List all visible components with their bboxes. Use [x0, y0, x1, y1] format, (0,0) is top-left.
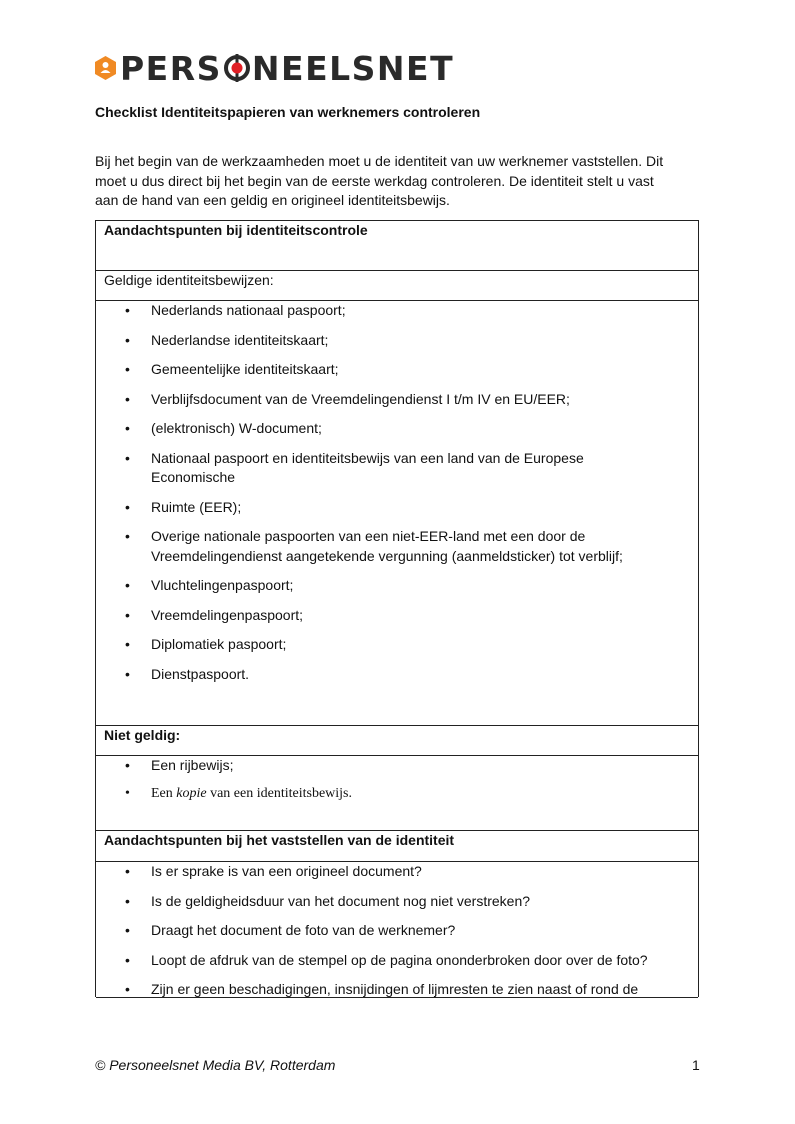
intro-paragraph — [95, 152, 705, 211]
list-item: • Is er sprake is van een origineel document? — [96, 862, 698, 882]
list-item-line: • Overige nationale paspoorten van een niet-EER-land met een door de — [151, 528, 586, 544]
checklist-table — [95, 220, 699, 997]
logo-wordmark — [120, 48, 455, 88]
list-item-line: Vreemdelingendienst aangetekende vergunning (aanmeldsticker) tot verblijf; — [151, 547, 623, 564]
table-header-identity-check: Aandachtspunten bij identiteitscontrole — [96, 221, 698, 271]
list-item-text: van een identiteitsbewijs. — [210, 785, 353, 801]
list-item: • Zijn er geen beschadigingen, insnijdingen of lijmresten te zien naast of rond de — [96, 980, 698, 1000]
list-item: • (elektronisch) W-document; — [96, 419, 698, 439]
valid-ids-label: Geldige identiteitsbewijzen: — [96, 271, 698, 301]
list-item-line: Economische — [151, 469, 236, 485]
table-header-identification: Aandachtspunten bij het vaststellen van de identiteit — [96, 831, 698, 862]
invalid-ids-cell — [96, 756, 698, 831]
valid-ids-cell — [96, 301, 698, 726]
logo — [95, 48, 454, 88]
list-item: • Nederlands nationaal paspoort; — [96, 301, 698, 321]
document-title: Checklist Identiteitspapieren van werknemers controleren — [95, 104, 481, 120]
list-item: • Diplomatiek paspoort; — [96, 635, 698, 655]
intro-line: aan de hand van een geldig en origineel identiteitsbewijs. — [95, 192, 450, 208]
target-icon — [223, 54, 251, 82]
list-item: • Gemeentelijke identiteitskaart; — [96, 360, 698, 380]
list-item: • Loopt de afdruk van de stempel op de pagina ononderbroken door over de foto? — [96, 951, 698, 971]
intro-line: Bij het begin van de werkzaamheden moet u de identiteit van uw werknemer vaststellen. Dit — [95, 153, 664, 169]
list-item: • Nederlandse identiteitskaart; — [96, 331, 698, 351]
list-item — [96, 449, 698, 488]
list-item: • Verblijfsdocument van de Vreemdelingendienst I t/m IV en EU/EER; — [96, 390, 698, 410]
list-item-line: • Nationaal paspoort en identiteitsbewijs van een land van de Europese — [151, 449, 584, 466]
logo-text-part-1: PERS — [120, 48, 222, 88]
list-item: • Vreemdelingenpaspoort; — [96, 606, 698, 626]
list-item-emphasis: kopie — [176, 785, 207, 801]
list-item: • Vluchtelingenpaspoort; — [96, 576, 698, 596]
identification-checks-cell — [96, 862, 698, 998]
page-number: 1 — [692, 1057, 700, 1073]
list-item: • Draagt het document de foto van de werknemer? — [96, 921, 698, 941]
logo-text-part-2: NEELSNET — [251, 48, 455, 88]
list-item: • Een rijbewijs; — [96, 756, 698, 776]
invalid-ids-label: Niet geldig: — [96, 726, 698, 756]
list-item: • Ruimte (EER); — [96, 498, 698, 518]
list-item — [96, 784, 698, 804]
list-item: • Dienstpaspoort. — [96, 665, 698, 685]
list-item: • Is de geldigheidsduur van het document nog niet verstreken? — [96, 892, 698, 912]
list-item-text: Een — [151, 785, 173, 801]
list-item — [96, 527, 698, 566]
intro-line: moet u dus direct bij het begin van de eerste werkdag controleren. De identiteit stelt u vast — [95, 172, 654, 189]
person-badge-icon — [95, 56, 116, 80]
footer-copyright: © Personeelsnet Media BV, Rotterdam — [95, 1057, 336, 1073]
